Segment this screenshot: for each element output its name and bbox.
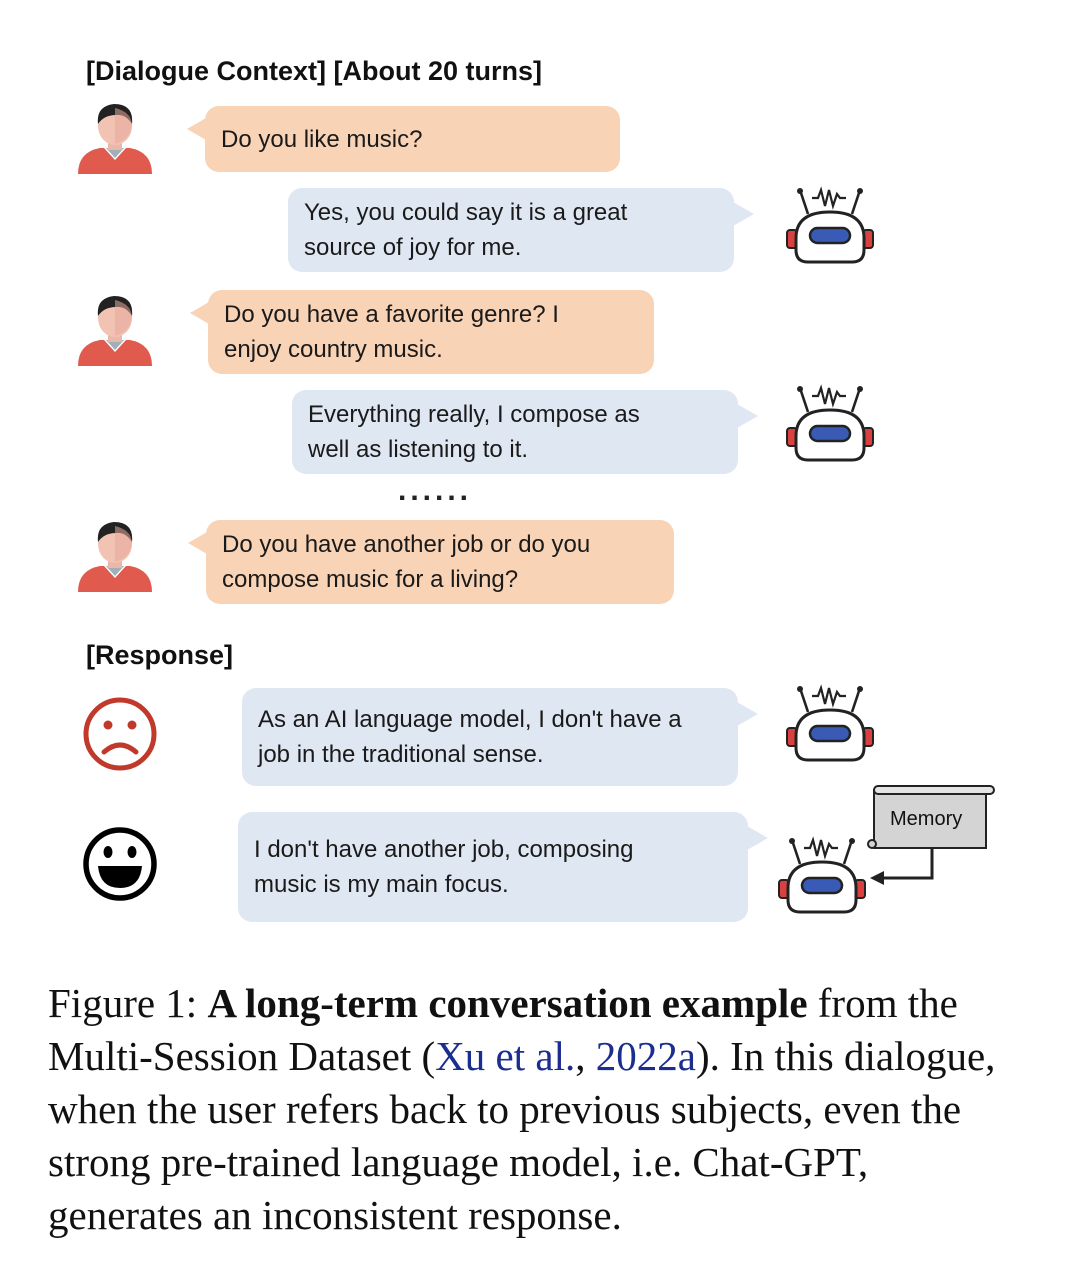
context-turn-5-text: [222, 527, 590, 597]
memory-scroll-icon: [862, 780, 1002, 886]
context-turn-5-bubble: [206, 520, 674, 604]
response-heading: [Response]: [86, 640, 234, 670]
text-line: As an AI language model, I don't have a: [258, 706, 682, 733]
sad-face-icon: [80, 694, 160, 774]
bubble-tail: [737, 404, 758, 428]
caption-title: A long-term conversation example: [207, 980, 808, 1026]
text-line: Do you have a favorite genre? I: [224, 301, 559, 328]
response-1-bubble: [242, 688, 738, 786]
context-turn-4-text: [308, 397, 640, 467]
bubble-tail: [187, 118, 206, 140]
user-avatar-icon: [74, 100, 156, 178]
response-2-bubble: [238, 812, 748, 922]
text-line: source of joy for me.: [304, 234, 522, 261]
context-turn-3-text: [224, 297, 559, 367]
text-line: Do you like music?: [221, 125, 423, 153]
context-turn-4-bubble: [292, 390, 738, 474]
citation-separator: ,: [575, 1033, 596, 1079]
user-avatar-icon: [74, 518, 156, 596]
response-2-text: [254, 832, 634, 902]
caption-label: Figure 1:: [48, 980, 198, 1026]
context-heading: [Dialogue Context] [About 20 turns]: [86, 56, 542, 86]
user-avatar-icon: [74, 292, 156, 370]
robot-icon: [776, 834, 868, 916]
memory-label: Memory: [890, 808, 963, 830]
bubble-tail: [747, 826, 768, 850]
context-turn-1-text: [221, 122, 422, 157]
turns-ellipsis: ......: [398, 474, 473, 507]
text-line: job in the traditional sense.: [258, 741, 544, 768]
bubble-tail: [737, 702, 758, 726]
robot-icon: [784, 382, 876, 464]
text-line: Do you have another job or do you: [222, 531, 591, 558]
context-turn-2-text: [304, 195, 627, 265]
context-turn-3-bubble: [208, 290, 654, 374]
bubble-tail: [188, 532, 207, 554]
happy-face-icon: [80, 824, 160, 904]
text-line: music is my main focus.: [254, 871, 509, 898]
context-turn-1-bubble: [205, 106, 620, 172]
context-turn-2-bubble: [288, 188, 734, 272]
figure-caption: [48, 977, 1033, 1242]
response-1-text: [258, 702, 682, 772]
caption-text-2: ). In this dialogue, when the user refers back to previous subjects, even the strong pre-trained language model, i.e. Chat-GPT, generates an inconsistent response.: [48, 1033, 996, 1238]
text-line: Everything really, I compose as: [308, 401, 640, 428]
robot-icon: [784, 682, 876, 764]
caption-text-1: from the Multi-Session Dataset (: [48, 980, 958, 1079]
text-line: compose music for a living?: [222, 566, 519, 593]
text-line: well as listening to it.: [308, 436, 529, 463]
robot-icon: [784, 184, 876, 266]
bubble-tail: [733, 202, 754, 226]
citation-year-link[interactable]: 2022a: [595, 1033, 696, 1079]
bubble-tail: [190, 302, 209, 324]
text-line: Yes, you could say it is a great: [304, 199, 628, 226]
citation-author-link[interactable]: Xu et al.: [435, 1033, 576, 1079]
text-line: I don't have another job, composing: [254, 836, 634, 863]
text-line: enjoy country music.: [224, 336, 443, 363]
